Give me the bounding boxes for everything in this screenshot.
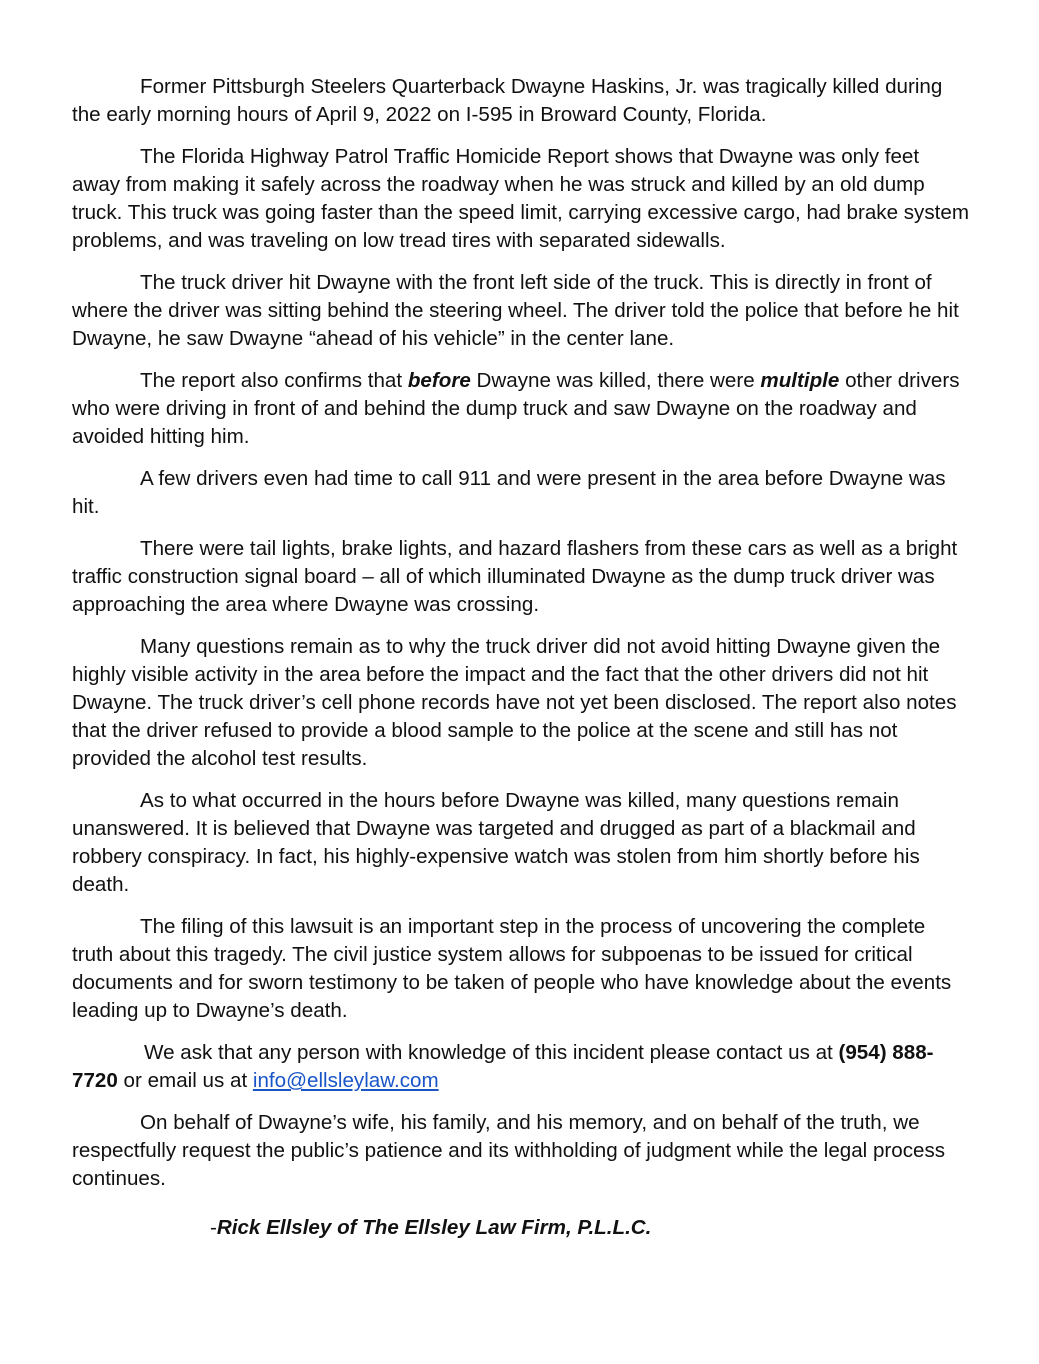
paragraph-impact-details: The truck driver hit Dwayne with the front left side of the truck. This is directly in front of where the driver was sitting behind the steering wheel. The driver told the police that before he hit Dwayne, he saw Dwayne “ahead of his vehicle” in the center lane. <box>72 271 959 350</box>
paragraph-other-drivers <box>72 367 972 451</box>
paragraph-911-calls: A few drivers even had time to call 911 and were present in the area before Dwayne was hit. <box>72 467 946 518</box>
press-statement <box>72 73 972 1242</box>
signature-dash: - <box>210 1216 217 1239</box>
paragraph-lawsuit: The filing of this lawsuit is an important step in the process of uncovering the complete truth about this tragedy. The civil justice system allows for subpoenas to be issued for critical documents and for sworn testimony to be taken of people who have knowledge about the events leading up to Dwayne’s death. <box>72 915 952 1022</box>
emphasis-before: before <box>407 369 471 392</box>
signature-text: Rick Ellsley of The Ellsley Law Firm, P.L.L.C. <box>216 1216 652 1239</box>
paragraph-prior-events: As to what occurred in the hours before Dwayne was killed, many questions remain unanswered. It is believed that Dwayne was targeted and drugged as part of a blackmail and robbery conspiracy. In fact, his highly-expensive watch was stolen from him shortly before his death. <box>72 789 920 896</box>
text-segment: or email us at <box>117 1069 253 1092</box>
paragraph-report-summary: The Florida Highway Patrol Traffic Homicide Report shows that Dwayne was only feet away from making it safely across the roadway when he was struck and killed by an old dump truck. This truck was going faster than the speed limit, carrying excessive cargo, had brake system problems, and was traveling on low tread tires with separated sidewalls. <box>72 145 969 252</box>
paragraph-closing: On behalf of Dwayne’s wife, his family, and his memory, and on behalf of the truth, we respectfully request the public’s patience and its withholding of judgment while the legal process continues. <box>72 1111 946 1190</box>
paragraph-intro: Former Pittsburgh Steelers Quarterback Dwayne Haskins, Jr. was tragically killed during the early morning hours of April 9, 2022 on I-595 in Broward County, Florida. <box>72 75 943 126</box>
signature-line <box>72 1214 972 1242</box>
text-segment: other drivers who were driving in front of and behind the dump truck and saw Dwayne on the roadway and avoided hitting him. <box>72 369 960 448</box>
phone-number: (954) 888-7720 <box>72 1041 934 1092</box>
emphasis-multiple: multiple <box>760 369 840 392</box>
text-segment: Dwayne was killed, there were <box>470 369 761 392</box>
paragraph-lighting: There were tail lights, brake lights, and hazard flashers from these cars as well as a bright traffic construction signal board – all of which illuminated Dwayne as the dump truck driver was approaching the area where Dwayne was crossing. <box>72 537 958 616</box>
text-segment: The report also confirms that <box>140 369 408 392</box>
email-link[interactable]: info@ellsleylaw.com <box>252 1069 439 1092</box>
paragraph-contact <box>72 1039 972 1095</box>
paragraph-open-questions: Many questions remain as to why the truck driver did not avoid hitting Dwayne given the highly visible activity in the area before the impact and the fact that the other drivers did not hit Dwayne. The truck driver’s cell phone records have not yet been disclosed. The report also notes that the driver refused to provide a blood sample to the police at the scene and still has not provided the alcohol test results. <box>72 635 957 770</box>
text-segment: We ask that any person with knowledge of this incident please contact us at <box>144 1041 839 1064</box>
